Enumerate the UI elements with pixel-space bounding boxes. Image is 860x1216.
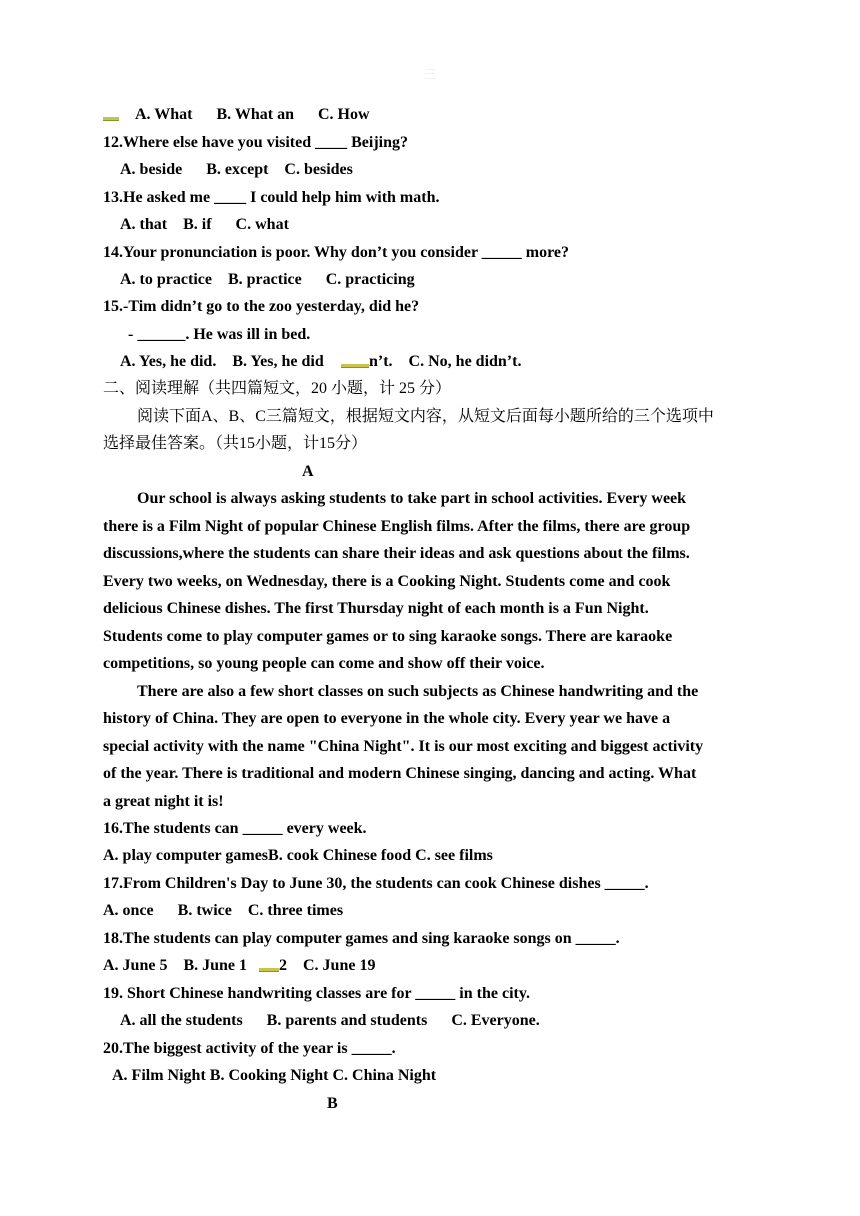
instructions-line-2: 选择最佳答案。（共15小题，计15分） [103, 435, 368, 452]
q17-stem: 17.From Children's Day to June 30, the students can cook Chinese dishes _____. [103, 875, 649, 892]
passage-line: history of China. They are open to everyone in the whole city. Every year we have a [103, 710, 671, 727]
q18-stem: 18.The students can play computer games and sing karaoke songs on _____. [103, 930, 620, 947]
passage-line: discussions,where the students can share their ideas and ask questions about the films. [103, 545, 690, 562]
q19-stem: 19. Short Chinese handwriting classes are for _____ in the city. [103, 985, 530, 1002]
section-heading: 二、阅读理解（共四篇短文，20 小题，计 25 分） [103, 380, 452, 397]
header-watermark: 三 [424, 67, 437, 81]
q16-options: A. play computer gamesB. cook Chinese food C. see films [103, 847, 493, 864]
underline-mark [103, 117, 119, 121]
q11-options: A. What B. What an C. How [135, 106, 370, 123]
passage-line: a great night it is! [103, 793, 224, 810]
q18-options-a: A. June 5 B. June 1 [103, 957, 248, 974]
q14-stem: 14.Your pronunciation is poor. Why don’t you consider _____ more? [103, 244, 570, 261]
passage-line: competitions, so young people can come and show off their voice. [103, 655, 545, 672]
q12-options: A. beside B. except C. besides [120, 161, 353, 178]
passage-line: of the year. There is traditional and modern Chinese singing, dancing and acting. What [103, 765, 697, 782]
passage-line: Our school is always asking students to take part in school activities. Every week [137, 490, 687, 507]
q13-options: A. that B. if C. what [120, 216, 289, 233]
q19-options: A. all the students B. parents and students C. Everyone. [120, 1012, 540, 1029]
instructions-line-1: 阅读下面A、B、C三篇短文，根据短文内容，从短文后面每小题所给的三个选项中 [137, 408, 714, 425]
passage-line: special activity with the name "China Night". It is our most exciting and biggest activity [103, 738, 704, 755]
q13-stem: 13.He asked me ____ I could help him with math. [103, 189, 440, 206]
q15-dialogue: - ______. He was ill in bed. [128, 326, 311, 343]
passage-line: delicious Chinese dishes. The first Thursday night of each month is a Fun Night. [103, 600, 649, 617]
q16-stem: 16.The students can _____ every week. [103, 820, 367, 837]
passage-line: there is a Film Night of popular Chinese English films. After the films, there are group [103, 518, 691, 535]
q15-options-b: n’t. C. No, he didn’t. [369, 353, 522, 370]
q12-stem: 12.Where else have you visited ____ Beijing? [103, 134, 409, 151]
q18-options-b: 2 C. June 19 [279, 957, 376, 974]
q15-stem: 15.-Tim didn’t go to the zoo yesterday, did he? [103, 298, 420, 315]
q15-options-a: A. Yes, he did. B. Yes, he did [120, 353, 324, 370]
passage-a-title: A [302, 463, 314, 480]
q17-options: A. once B. twice C. three times [103, 902, 344, 919]
q14-options: A. to practice B. practice C. practicing [120, 271, 415, 288]
underline-mark [341, 364, 369, 368]
underline-mark [259, 968, 279, 972]
passage-b-title: B [327, 1095, 338, 1112]
q20-stem: 20.The biggest activity of the year is _____. [103, 1040, 396, 1057]
passage-line: There are also a few short classes on such subjects as Chinese handwriting and the [137, 683, 699, 700]
q20-options: A. Film Night B. Cooking Night C. China Night [112, 1067, 437, 1084]
passage-line: Students come to play computer games or to sing karaoke songs. There are karaoke [103, 628, 673, 645]
passage-line: Every two weeks, on Wednesday, there is a Cooking Night. Students come and cook [103, 573, 671, 590]
